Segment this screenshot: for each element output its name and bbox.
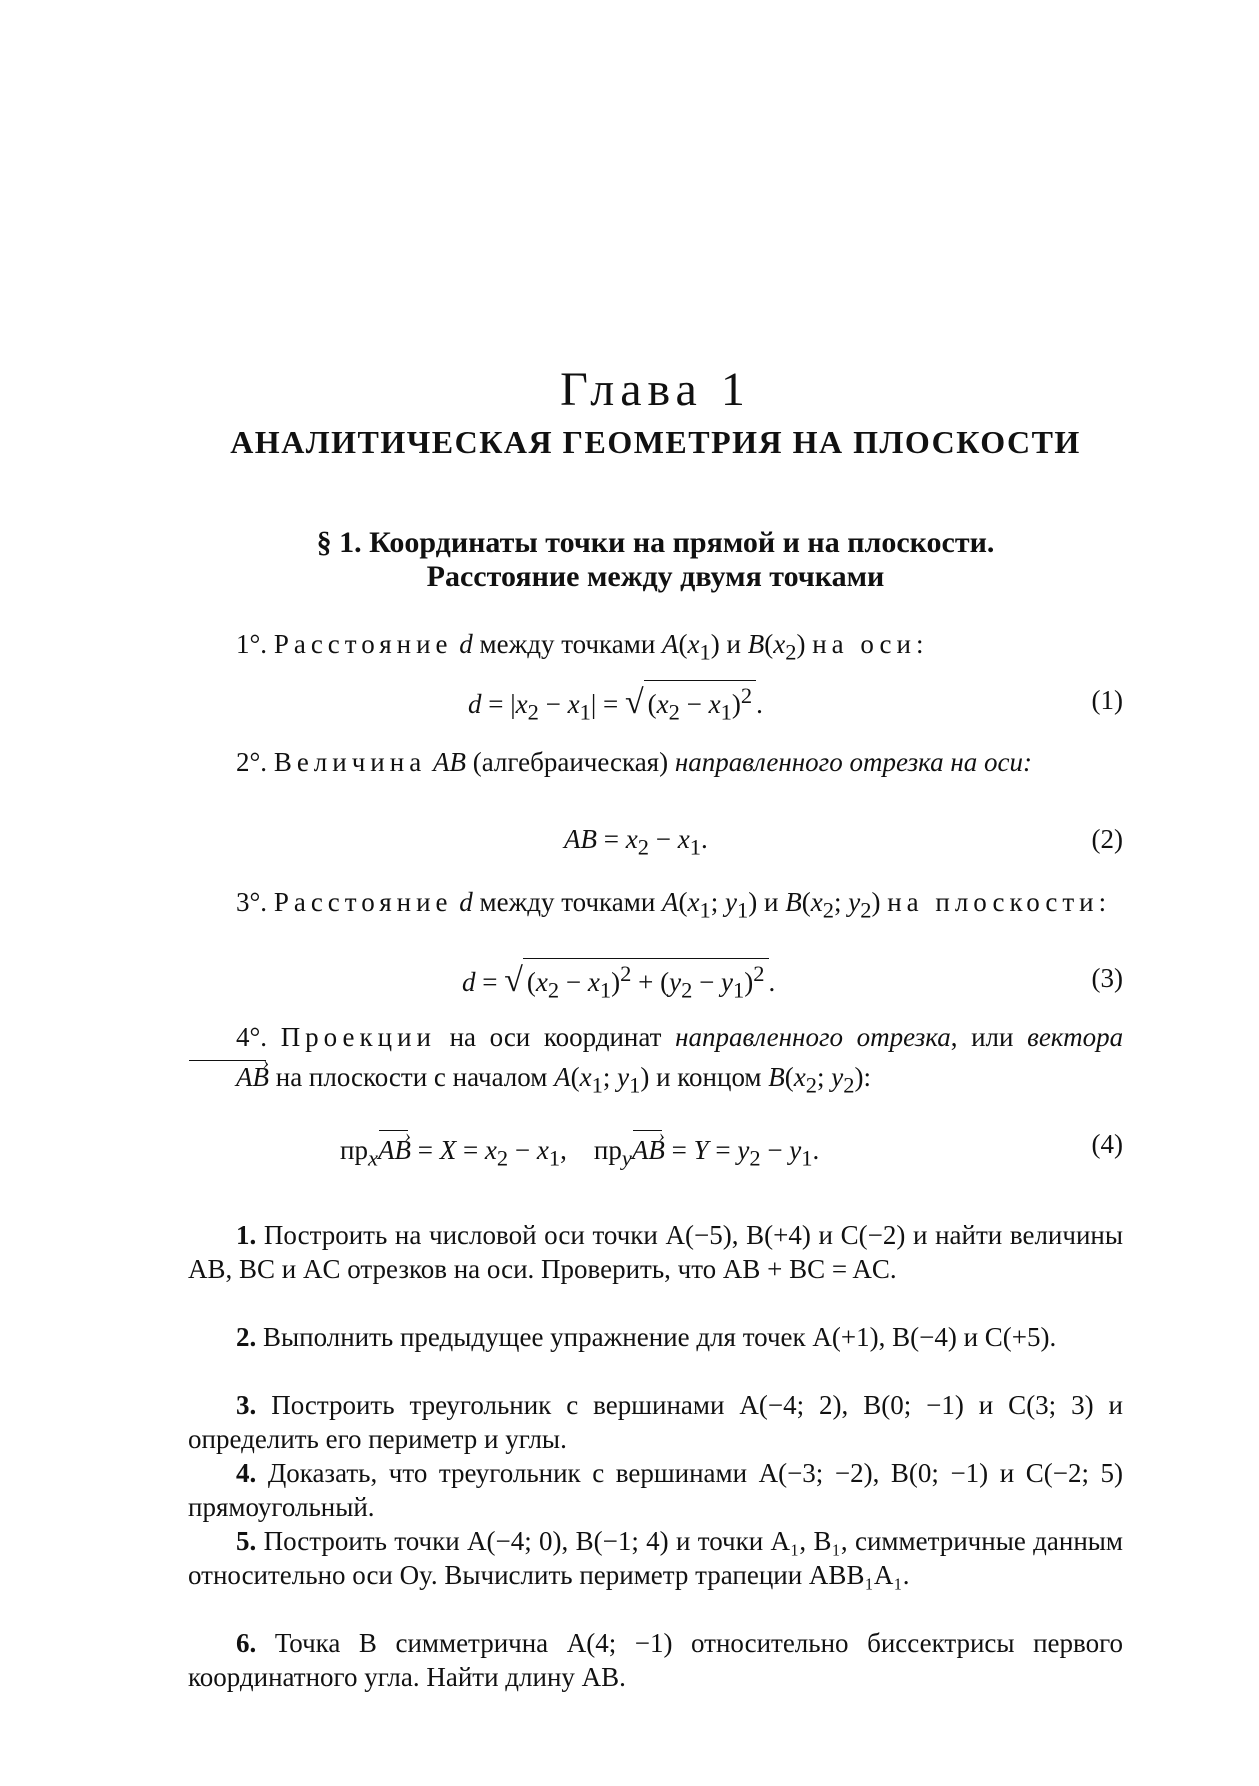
formula-4-number: (4)	[1091, 1129, 1123, 1159]
item-3-paragraph: 3°. Расстояние d между точками $A(x_1$; $y_1$) и $B(x_2$; $y_2$) на плоскости:	[236, 887, 1112, 923]
item-4-paragraph: 4°. Проекции на оси координат направленного отрезка, или вектора AB › на плоскости с началом $A(x_1$; $y_1$) и концом $B(x_2$; $y_2$):	[188, 1020, 1123, 1102]
exercise-5: 5. Построить точки A(−4; 0), B(−1; 4) и точки A₁, B₁, симметричные данным относительно оси Oy. Вычислить периметр трапеции ABB₁A₁.	[188, 1526, 1124, 1590]
exercise-6: 6. Точка B симметрична A(4; −1) относительно биссектрисы первого координатного угла. Найти длину AB.	[188, 1628, 1123, 1692]
item-1-paragraph: 1°. Расстояние d между точками $A(x_1)$ и $B(x_2)$ на оси:	[236, 629, 929, 665]
formula-2-number: (2)	[1091, 824, 1123, 854]
chapter-title: АНАЛИТИЧЕСКАЯ ГЕОМЕТРИЯ НА ПЛОСКОСТИ	[230, 424, 1081, 460]
exercise-2: 2. Выполнить предыдущее упражнение для точек A(+1), B(−4) и C(+5).	[236, 1322, 1057, 1352]
formula-1-number: (1)	[1091, 685, 1123, 715]
page: Глава 1 АНАЛИТИЧЕСКАЯ ГЕОМЕТРИЯ НА ПЛОСКОСТИ § 1. Координаты точки на прямой и на плоскости. Расстояние между двумя точками 1°. Расстояние d между точками $A(x_1)$ и $B(x_2)$ на оси: $d = |x_2 - x_1|$ = √ $(x_2 - x_1)^2$ . (1) 2°. Величина AB (алгебраическая) направленного отрезка на оси: AB = $x_2 - x_1$. (2) 3°. Расстояние d между точками $A(x_1$; $y_1$) и $B(x_2$; $y_2$) на плоскости: d = √ $(x_2 - x_1)^2 + (y_2 - y_1)^2$ . (3) 4°. Проекции на оси координат направленного отрезка, или вектора AB › на плоскости с началом $A(x_1$; $y_1$) и концом $B(x_2$; $y_2$): $пр_xAB$ › = $X = x_2 - x_1$, $пр_yAB$ › = $Y = y_2 - y_1$. (4) 1. Построить на числовой оси точки A(−5), B(+4) и C(−2) и найти величины AB, BC и AC отрезков на оси. Проверить, что AB + BC = AC. 2. Выполнить предыдущее упражнение для точек A(+1), B(−4) и C(+5). 3. Построить треугольник с вершинами A(−4; 2), B(0; −1) и C(3; 3) и определить его периметр и углы. 4. Доказать, что треугольник с вершинами A(−3; −2), B(0; −1) и C(−2; 5) прямоугольный. 5. Построить точки A(−4; 0), B(−1; 4) и точки A₁, B₁, симметричные данным относительно оси Oy. Вычислить периметр трапеции ABB₁A₁. 6. Точка B симметрична A(4; −1) относительно биссектрисы первого координатного угла. Найти длину AB.	[188, 0, 1123, 1786]
formula-3-number: (3)	[1091, 963, 1123, 993]
item-2-paragraph: 2°. Величина AB (алгебраическая) направленного отрезка на оси:	[236, 747, 1032, 777]
exercise-3: 3. Построить треугольник с вершинами A(−4; 2), B(0; −1) и C(3; 3) и определить его периметр и углы.	[188, 1390, 1124, 1454]
section-title-line2: Расстояние между двумя точками	[426, 560, 885, 593]
exercise-4: 4. Доказать, что треугольник с вершинами A(−3; −2), B(0; −1) и C(−2; 5) прямоугольный.	[188, 1458, 1124, 1522]
section-title-line1: § 1. Координаты точки на прямой и на плоскости.	[316, 526, 995, 559]
chapter-number: Глава 1	[560, 363, 751, 416]
exercise-1: 1. Построить на числовой оси точки A(−5), B(+4) и C(−2) и найти величины AB, BC и AC отрезков на оси. Проверить, что AB + BC = AC.	[188, 1220, 1123, 1284]
